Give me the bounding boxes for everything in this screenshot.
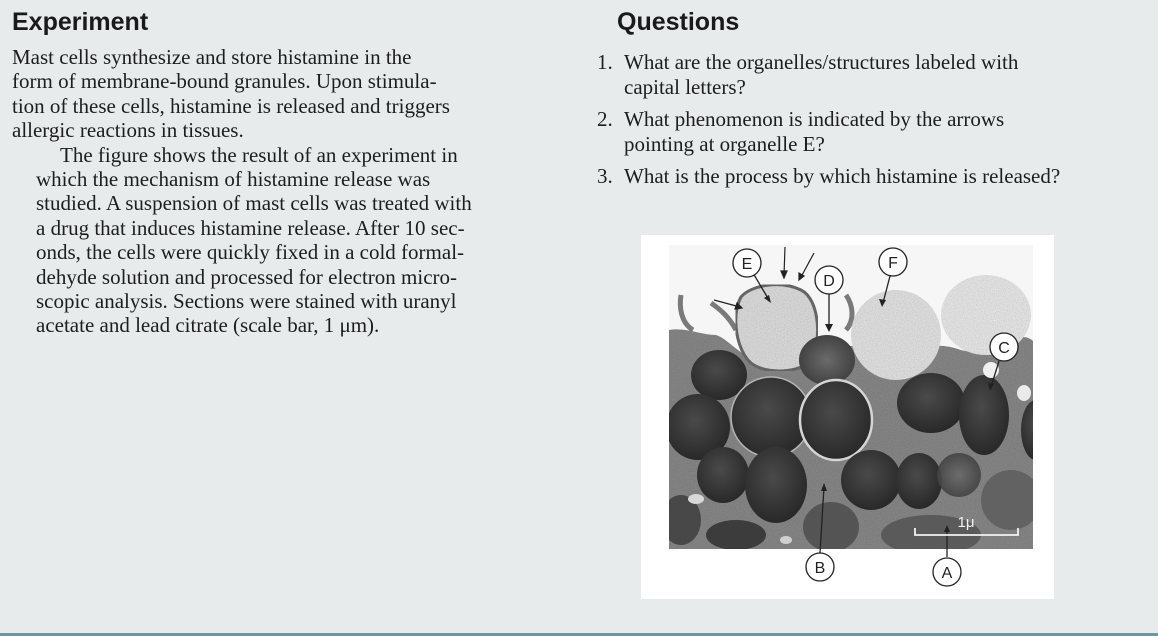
experiment-paragraph-2 bbox=[12, 143, 557, 338]
text-line: The figure shows the result of an experiment in bbox=[60, 142, 458, 167]
question-text: pointing at organelle E? bbox=[624, 132, 825, 156]
text-line: acetate and lead citrate (scale bar, 1 μm). bbox=[36, 313, 380, 338]
question-item bbox=[597, 50, 1152, 100]
question-text: What is the process by which histamine is released? bbox=[624, 164, 1061, 188]
question-number: 1. bbox=[597, 50, 613, 74]
questions-heading: Questions bbox=[617, 8, 740, 36]
text-line: which the mechanism of histamine release was bbox=[36, 167, 431, 192]
text-line: Mast cells synthesize and store histamine in the bbox=[12, 45, 412, 69]
micrograph-figure bbox=[641, 235, 1054, 599]
text-line: allergic reactions in tissues. bbox=[12, 118, 244, 143]
label-d-text: D bbox=[823, 273, 835, 290]
micrograph-image bbox=[661, 245, 1051, 555]
text-line: scopic analysis. Sections were stained with uranyl bbox=[36, 289, 457, 314]
label-e-text: E bbox=[741, 256, 753, 273]
experiment-paragraph-1 bbox=[12, 45, 557, 143]
question-text: capital letters? bbox=[624, 75, 746, 99]
label-a-text: A bbox=[941, 565, 953, 582]
text-line: form of membrane-bound granules. Upon stimula- bbox=[12, 69, 437, 94]
question-item bbox=[597, 164, 1152, 189]
label-c-text: C bbox=[998, 340, 1010, 357]
question-number: 3. bbox=[597, 164, 613, 188]
experiment-heading: Experiment bbox=[12, 8, 149, 36]
questions-list bbox=[597, 50, 1152, 196]
text-line: a drug that induces histamine release. After 10 sec- bbox=[36, 215, 465, 240]
text-line: tion of these cells, histamine is released and triggers bbox=[12, 93, 450, 118]
label-f-text: F bbox=[888, 255, 898, 272]
text-line: studied. A suspension of mast cells was treated with bbox=[36, 191, 472, 216]
text-line: onds, the cells were quickly fixed in a cold formal- bbox=[36, 240, 465, 265]
scale-bar-label: 1μ bbox=[957, 514, 975, 531]
micrograph-svg bbox=[641, 235, 1054, 599]
question-number: 2. bbox=[597, 107, 613, 131]
question-text: What are the organelles/structures labeled with bbox=[624, 50, 1019, 74]
experiment-text bbox=[12, 45, 557, 338]
question-item bbox=[597, 107, 1152, 157]
label-b-text: B bbox=[814, 560, 826, 577]
question-text: What phenomenon is indicated by the arrows bbox=[624, 107, 1005, 131]
text-line: dehyde solution and processed for electron micro- bbox=[36, 264, 458, 289]
